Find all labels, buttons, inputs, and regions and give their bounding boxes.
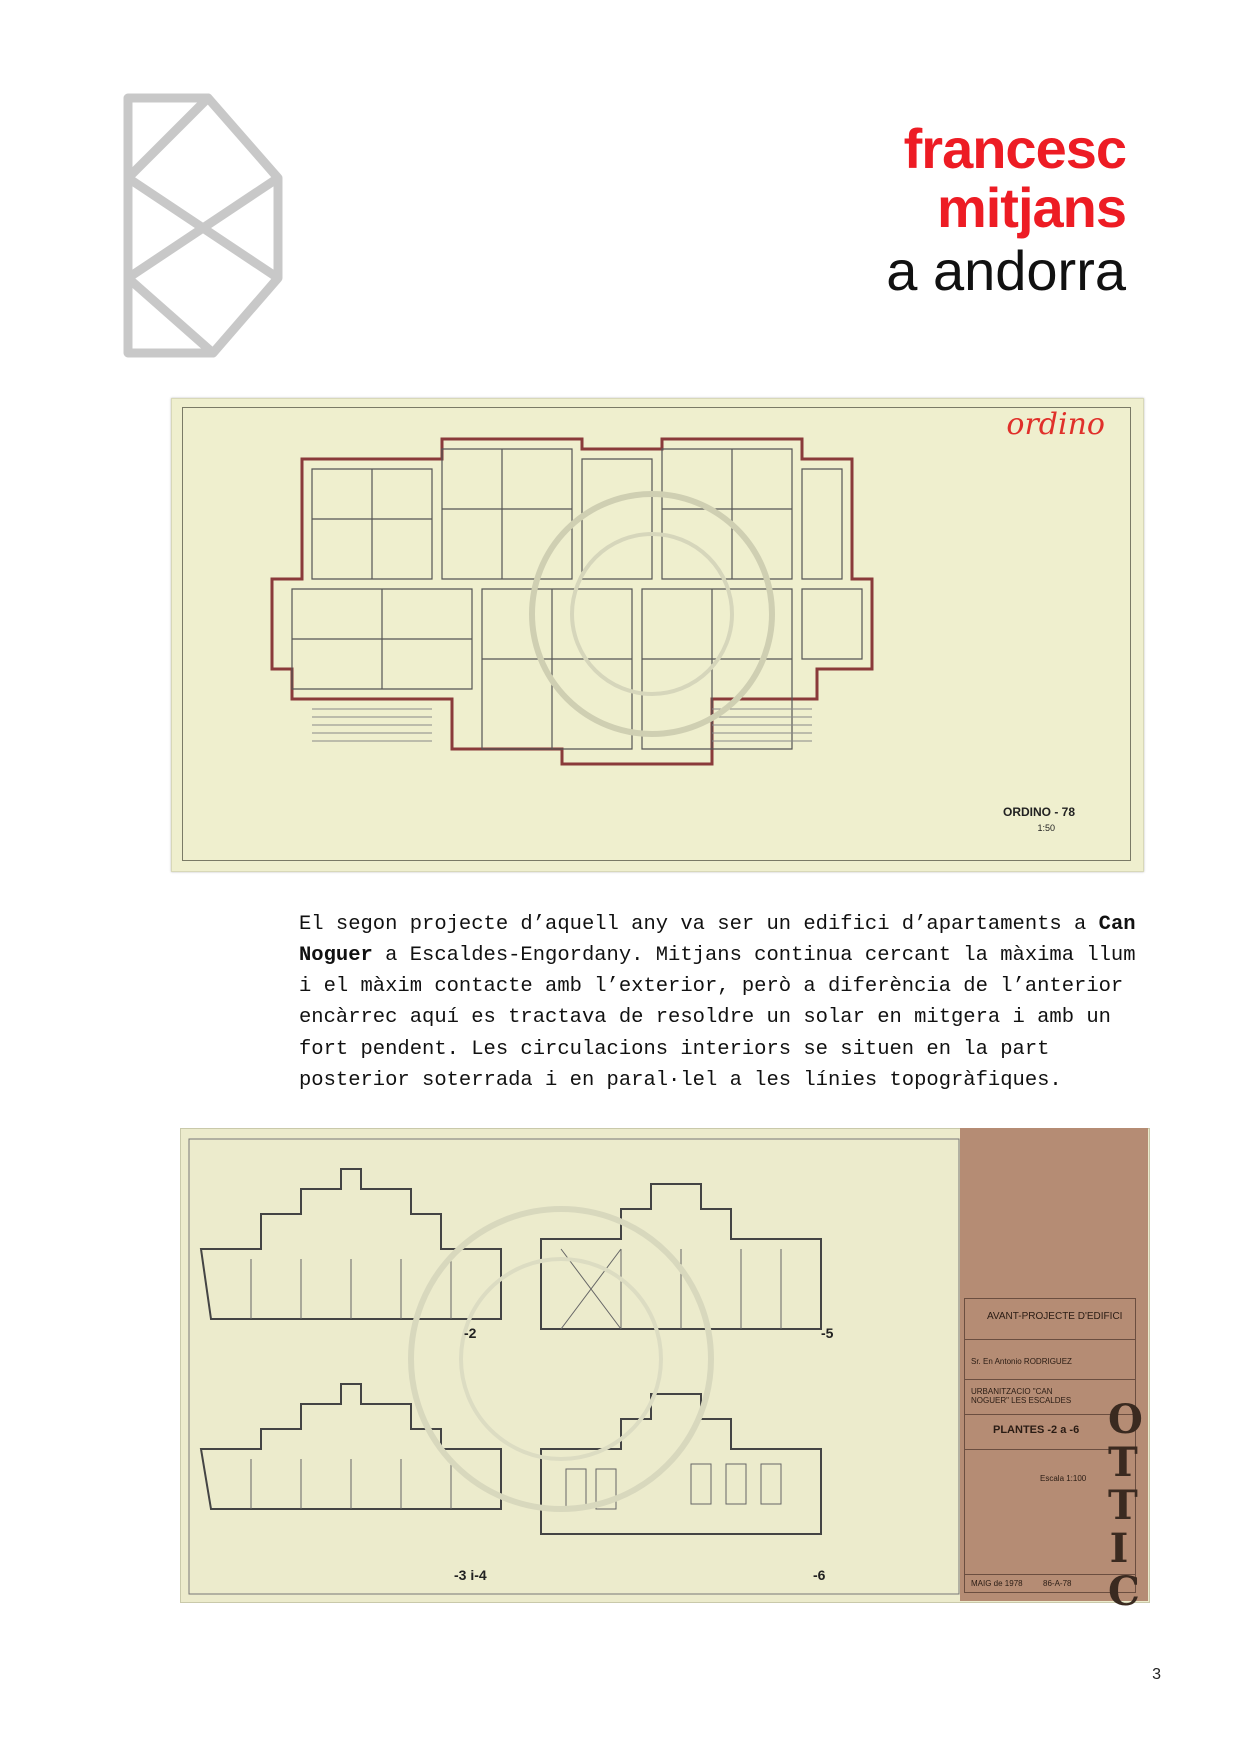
- body-bold-place: Can Noguer: [299, 912, 1136, 967]
- ordino-floor-plan: [171, 398, 1144, 872]
- title-line-3: a andorra: [886, 238, 1126, 302]
- plan-label-minus-2: -2: [464, 1325, 477, 1341]
- title-block-sheet: PLANTES -2 a -6: [993, 1424, 1080, 1436]
- title-line-2: mitjans: [936, 175, 1126, 239]
- firm-logo-ottic: O T T I C: [1108, 1396, 1143, 1615]
- drawing-title-block: [960, 1128, 1148, 1615]
- body-text-1: El segon projecte d’aquell any va ser un edifici d’apartaments a: [299, 912, 1099, 936]
- title-block-ref: 86-A-78: [1043, 1579, 1072, 1588]
- title-block-date: MAIG de 1978: [971, 1579, 1023, 1588]
- floor-plan-drawing: [172, 399, 1143, 871]
- page-title: [886, 117, 1126, 302]
- title-block-site: URBANITZACIO "CAN NOGUER" LES ESCALDES: [971, 1387, 1072, 1405]
- title-block-scale: Escala 1:100: [1040, 1474, 1087, 1483]
- title-block-header: AVANT-PROJECTE D'EDIFICI: [987, 1311, 1123, 1322]
- page-number: 3: [1152, 1666, 1161, 1683]
- body-paragraph: [299, 909, 1159, 1097]
- title-line-1: francesc: [903, 117, 1126, 180]
- drawing-scale: 1:50: [1037, 823, 1055, 833]
- plan-label-minus-5: -5: [821, 1325, 834, 1341]
- drawing-code: ORDINO - 78: [1002, 805, 1075, 819]
- title-block-client: Sr. En Antonio RODRIGUEZ: [971, 1357, 1072, 1366]
- body-text-2: a Escaldes-Engordany. Mitjans continua cercant la màxima llum i el màxim contacte amb l’exterior, però a diferència de l’anterior encàrrec aquí es tractava de resoldre un solar en mitgera i amb un fort pendent. Les circulacions interiors se situen en la part posterior soterrada i en paral·lel a les línies topogràfiques.: [299, 943, 1136, 1092]
- plans-drawing: [181, 1129, 961, 1602]
- logo-mark: [118, 88, 318, 368]
- plan-label-minus-6: -6: [813, 1567, 826, 1583]
- location-tag: ordino: [1006, 407, 1105, 442]
- plan-label-minus-3-4: -3 i-4: [454, 1567, 487, 1583]
